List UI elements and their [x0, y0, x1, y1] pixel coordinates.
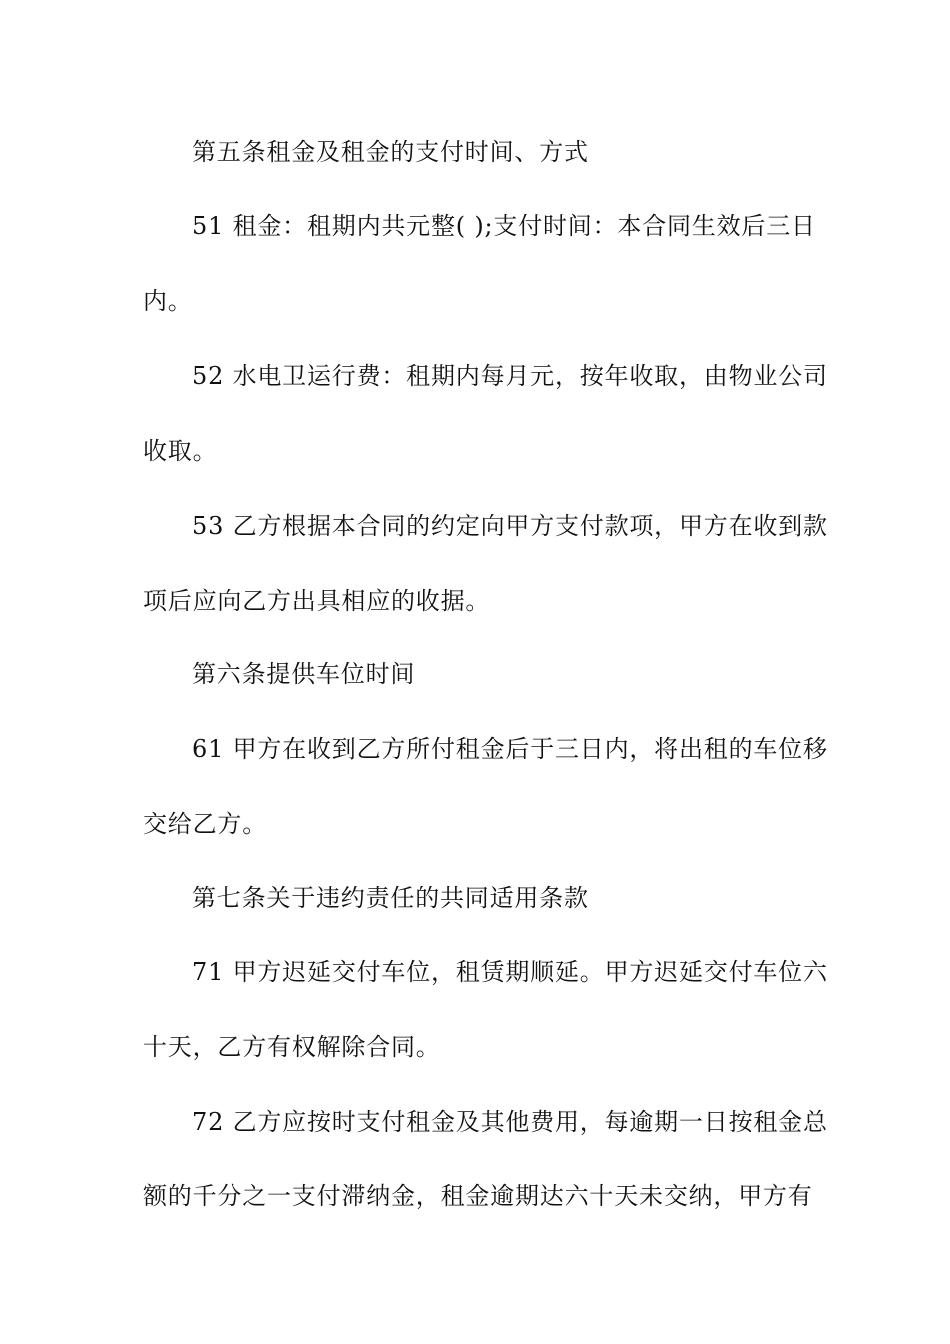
clause-5-2: 52 水电卫运行费：租期内每月元，按年收取，由物业公司	[192, 362, 828, 390]
clause-7-1: 71 甲方迟延交付车位，租赁期顺延。甲方迟延交付车位六	[192, 958, 828, 986]
clause-7-2: 72 乙方应按时支付租金及其他费用，每逾期一日按租金总	[192, 1108, 828, 1136]
article-6-heading: 第六条提供车位时间	[192, 660, 416, 688]
clause-5-3: 53 乙方根据本合同的约定向甲方支付款项，甲方在收到款	[192, 512, 828, 540]
clause-5-1: 51 租金：租期内共元整( );支付时间：本合同生效后三日	[192, 212, 816, 240]
clause-7-2-continued: 额的千分之一支付滞纳金，租金逾期达六十天未交纳，甲方有	[143, 1182, 813, 1210]
article-5-heading: 第五条租金及租金的支付时间、方式	[192, 138, 589, 166]
clause-5-1-continued: 内。	[143, 287, 193, 315]
article-7-heading: 第七条关于违约责任的共同适用条款	[192, 884, 589, 912]
clause-5-3-continued: 项后应向乙方出具相应的收据。	[143, 587, 491, 615]
clause-7-1-continued: 十天，乙方有权解除合同。	[143, 1033, 441, 1061]
clause-6-1: 61 甲方在收到乙方所付租金后于三日内，将出租的车位移	[192, 735, 828, 763]
clause-5-2-continued: 收取。	[143, 437, 218, 465]
clause-6-1-continued: 交给乙方。	[143, 810, 267, 838]
